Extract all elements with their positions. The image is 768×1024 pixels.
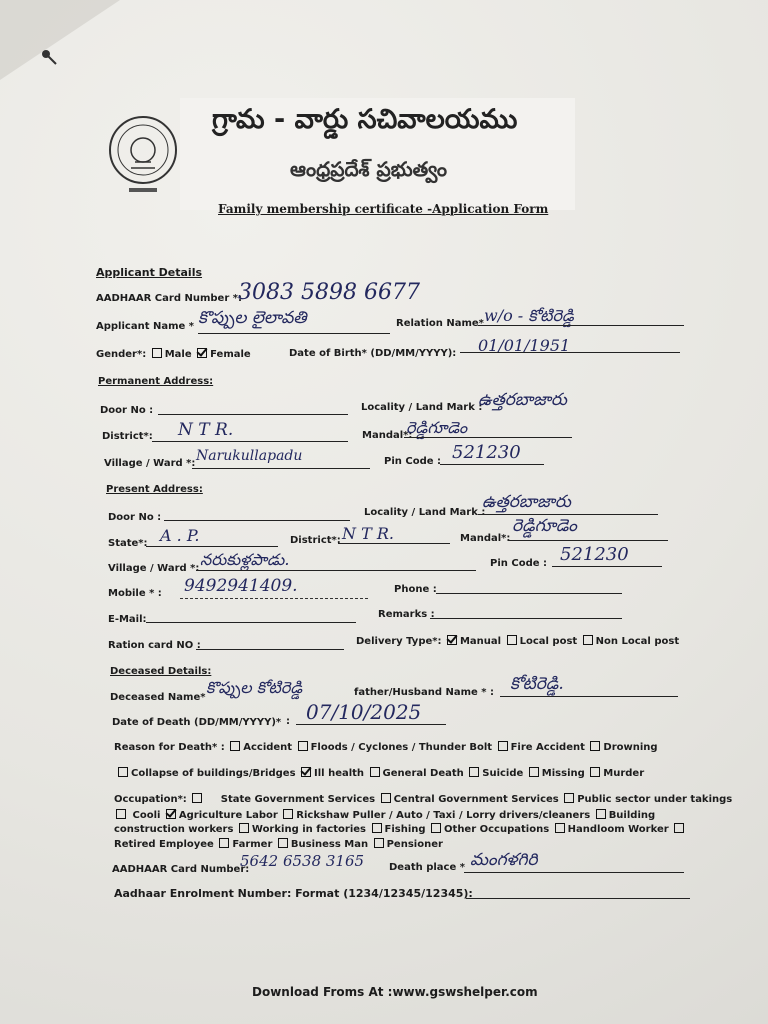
male-checkbox[interactable] xyxy=(152,348,162,358)
female-label: Female xyxy=(210,349,251,360)
pres-district-line xyxy=(338,543,450,544)
public-sector-label: Public sector under takings xyxy=(577,794,733,805)
construction-checkbox[interactable] xyxy=(239,823,249,833)
pres-door-line[interactable] xyxy=(164,520,350,521)
fire-accident-checkbox[interactable] xyxy=(498,741,508,751)
pres-mandal-value[interactable]: రెడ్డిగూడెం xyxy=(512,516,577,536)
drivers-label: Rickshaw Puller / Auto / Taxi / Lorry drivers/cleaners xyxy=(296,810,591,821)
suicide-label: Suicide xyxy=(482,768,524,779)
pres-locality-label: Locality / Land Mark : xyxy=(364,507,486,518)
fishing-label: Fishing xyxy=(384,824,426,835)
perm-mandal-line xyxy=(404,437,572,438)
ill-health-label: Ill health xyxy=(314,768,365,779)
handloom-label: Handloom Worker xyxy=(567,824,669,835)
applicant-name-value[interactable]: కొప్పుల లైలావతి xyxy=(198,308,307,328)
ill-health-checkbox[interactable] xyxy=(301,767,311,777)
occupation-row-1 xyxy=(114,793,732,805)
occupation-row-3 xyxy=(114,823,687,835)
accident-label: Accident xyxy=(243,742,293,753)
ap-government-emblem xyxy=(107,110,179,196)
collapse-label: Collapse of buildings/Bridges xyxy=(131,768,296,779)
other-occupations-checkbox[interactable] xyxy=(555,823,565,833)
suicide-checkbox[interactable] xyxy=(469,767,479,777)
missing-label: Missing xyxy=(541,768,585,779)
retired-label: Retired Employee xyxy=(114,839,214,850)
central-govt-checkbox[interactable] xyxy=(564,793,574,803)
murder-checkbox[interactable] xyxy=(590,767,600,777)
deceased-section-heading: Deceased Details: xyxy=(110,666,212,677)
manual-checkbox[interactable] xyxy=(447,635,457,645)
deceased-aadhaar-value[interactable]: 5642 6538 3165 xyxy=(240,852,365,870)
retired-checkbox[interactable] xyxy=(219,838,229,848)
office-title: గ్రామ - వార్డు సచివాలయము xyxy=(212,104,518,135)
pres-door-label: Door No : xyxy=(108,512,162,523)
general-death-label: General Death xyxy=(382,768,464,779)
female-checkbox[interactable] xyxy=(197,348,207,358)
perm-village-line xyxy=(192,468,370,469)
perm-mandal-value[interactable]: రెడ్డిగూడెం xyxy=(406,418,468,437)
fire-accident-label: Fire Accident xyxy=(510,742,585,753)
other-occupations-label: Other Occupations xyxy=(444,824,550,835)
accident-checkbox[interactable] xyxy=(230,741,240,751)
deceased-aadhaar-label: AADHAAR Card Number: xyxy=(112,864,250,875)
relation-label: Relation Name* xyxy=(396,318,484,329)
perm-locality-label: Locality / Land Mark : xyxy=(361,402,483,413)
ration-card-label: Ration card NO : xyxy=(108,640,201,651)
perm-pin-value[interactable]: 521230 xyxy=(452,442,521,463)
pres-mandal-label: Mandal*: xyxy=(460,533,511,544)
perm-pin-label: Pin Code : xyxy=(384,456,441,467)
perm-mandal-label: Mandal*: xyxy=(362,430,413,441)
gender-label: Gender*: xyxy=(96,349,147,360)
factories-label: Working in factories xyxy=(251,824,367,835)
manual-label: Manual xyxy=(459,636,502,647)
pres-state-label: State*: xyxy=(108,538,148,549)
pres-locality-line xyxy=(478,514,658,515)
drowning-label: Drowning xyxy=(603,742,658,753)
reason-label: Reason for Death* : xyxy=(114,742,225,753)
father-husband-label: father/Husband Name * : xyxy=(354,687,494,698)
perm-district-line xyxy=(152,441,348,442)
perm-village-value[interactable]: Narukullapadu xyxy=(196,448,303,464)
perm-door-line[interactable] xyxy=(158,414,348,415)
murder-label: Murder xyxy=(603,768,645,779)
cooli-label: Cooli xyxy=(132,810,161,821)
death-place-value[interactable]: మంగళగిరి xyxy=(470,850,538,870)
deceased-name-label: Deceased Name* xyxy=(110,692,206,703)
handloom-checkbox[interactable] xyxy=(674,823,684,833)
pre-cooli-checkbox[interactable] xyxy=(116,809,126,819)
pres-district-value[interactable]: N T R. xyxy=(342,524,394,543)
perm-pin-line xyxy=(440,464,544,465)
non-local-post-label: Non Local post xyxy=(595,636,680,647)
phone-label: Phone : xyxy=(394,584,437,595)
applicant-name-label: Applicant Name * xyxy=(96,321,194,332)
business-checkbox[interactable] xyxy=(374,838,384,848)
agriculture-labor-label: Agriculture Labor xyxy=(178,810,278,821)
local-post-label: Local post xyxy=(519,636,578,647)
form-title: Family membership certificate -Application Form xyxy=(218,202,549,216)
dod-label: Date of Death (DD/MM/YYYY)* xyxy=(112,717,282,728)
aadhaar-label: AADHAAR Card Number *: xyxy=(96,293,242,304)
occupation-row-2 xyxy=(114,809,655,821)
dob-value[interactable]: 01/01/1951 xyxy=(478,336,571,355)
death-place-label: Death place * xyxy=(389,862,465,873)
dod-value[interactable]: 07/10/2025 xyxy=(306,700,422,724)
permanent-address-heading: Permanent Address: xyxy=(98,376,214,387)
download-footer: Download Froms At :www.gswshelper.com xyxy=(252,985,538,999)
drowning-checkbox[interactable] xyxy=(590,741,600,751)
construction-label: construction workers xyxy=(114,824,234,835)
father-husband-line xyxy=(500,696,678,697)
page-fold xyxy=(0,0,120,80)
dob-line xyxy=(460,352,680,353)
enrolment-label: Aadhaar Enrolment Number: Format (1234/12345/12345): xyxy=(114,887,473,900)
reason-row-1 xyxy=(114,741,658,753)
pres-mandal-line xyxy=(508,540,668,541)
remarks-line[interactable] xyxy=(430,618,622,619)
email-line[interactable] xyxy=(146,622,356,623)
floods-label: Floods / Cyclones / Thunder Bolt xyxy=(310,742,493,753)
local-post-checkbox[interactable] xyxy=(507,635,517,645)
delivery-label: Delivery Type*: xyxy=(356,636,442,647)
reason-row-2 xyxy=(116,767,644,779)
mobile-value[interactable]: 9492941409. xyxy=(184,576,298,596)
applicant-name-line xyxy=(198,333,390,334)
general-death-checkbox[interactable] xyxy=(370,767,380,777)
delivery-row xyxy=(356,635,679,647)
central-govt-label: Central Government Services xyxy=(393,794,559,805)
email-label: E-Mail: xyxy=(108,614,147,625)
government-subtitle: ఆంధ్రప్రదేశ్ ప్రభుత్వం xyxy=(290,157,447,181)
fishing-checkbox[interactable] xyxy=(431,823,441,833)
death-place-line xyxy=(464,872,684,873)
pres-state-line xyxy=(146,546,278,547)
pres-pin-line xyxy=(552,566,662,567)
pin-icon xyxy=(38,46,60,68)
remarks-label: Remarks : xyxy=(378,609,435,620)
building-label: Building xyxy=(608,810,656,821)
drivers-checkbox[interactable] xyxy=(596,809,606,819)
mobile-label: Mobile * : xyxy=(108,588,162,599)
pres-locality-value[interactable]: ఉత్తరబాజారు xyxy=(482,492,571,512)
missing-checkbox[interactable] xyxy=(529,767,539,777)
state-govt-checkbox[interactable] xyxy=(381,793,391,803)
pres-village-label: Village / Ward *: xyxy=(108,563,200,574)
mobile-line xyxy=(180,598,368,599)
pres-village-value[interactable]: నరుకుళ్లపాడు. xyxy=(200,550,290,569)
pres-pin-label: Pin Code : xyxy=(490,558,547,569)
pres-state-value[interactable]: A . P. xyxy=(160,526,200,545)
relation-value[interactable]: w/o - కోటిరెడ్డి xyxy=(484,306,574,325)
present-address-heading: Present Address: xyxy=(106,484,203,495)
pres-pin-value[interactable]: 521230 xyxy=(560,544,629,565)
pres-district-label: District*: xyxy=(290,535,341,546)
enrolment-line[interactable] xyxy=(466,898,690,899)
ration-card-line[interactable] xyxy=(196,649,344,650)
occupation-checkbox[interactable] xyxy=(192,793,202,803)
perm-door-label: Door No : xyxy=(100,405,154,416)
perm-village-label: Village / Ward *: xyxy=(104,458,196,469)
state-govt-label: State Government Services xyxy=(220,794,376,805)
father-husband-value[interactable]: కోటిరెడ్డి. xyxy=(510,674,564,694)
phone-line[interactable] xyxy=(436,593,622,594)
applicant-section-heading: Applicant Details xyxy=(96,266,203,279)
non-local-post-checkbox[interactable] xyxy=(583,635,593,645)
aadhaar-value[interactable]: 3083 5898 6677 xyxy=(238,280,420,305)
floods-checkbox[interactable] xyxy=(298,741,308,751)
pensioner-label: Pensioner xyxy=(386,839,443,850)
dod-colon: : xyxy=(286,716,290,727)
agriculture-labor-checkbox[interactable] xyxy=(283,809,293,819)
occupation-row-4 xyxy=(114,838,443,850)
occupation-label: Occupation*: xyxy=(114,794,187,805)
perm-district-value[interactable]: N T R. xyxy=(178,420,234,440)
male-label: Male xyxy=(164,349,192,360)
gender-row xyxy=(96,348,251,360)
factories-checkbox[interactable] xyxy=(372,823,382,833)
perm-district-label: District*: xyxy=(102,431,153,442)
business-label: Business Man xyxy=(290,839,369,850)
deceased-name-value[interactable]: కొప్పుల కోటిరెడ్డి xyxy=(206,678,303,697)
pres-village-line xyxy=(196,570,476,571)
perm-locality-value[interactable]: ఉత్తరబాజారు xyxy=(478,390,567,410)
collapse-checkbox[interactable] xyxy=(118,767,128,777)
dob-label: Date of Birth* (DD/MM/YYYY): xyxy=(289,348,457,359)
cooli-checkbox[interactable] xyxy=(166,809,176,819)
farmer-checkbox[interactable] xyxy=(278,838,288,848)
dod-line xyxy=(296,724,446,725)
relation-line xyxy=(478,325,684,326)
farmer-label: Farmer xyxy=(232,839,273,850)
